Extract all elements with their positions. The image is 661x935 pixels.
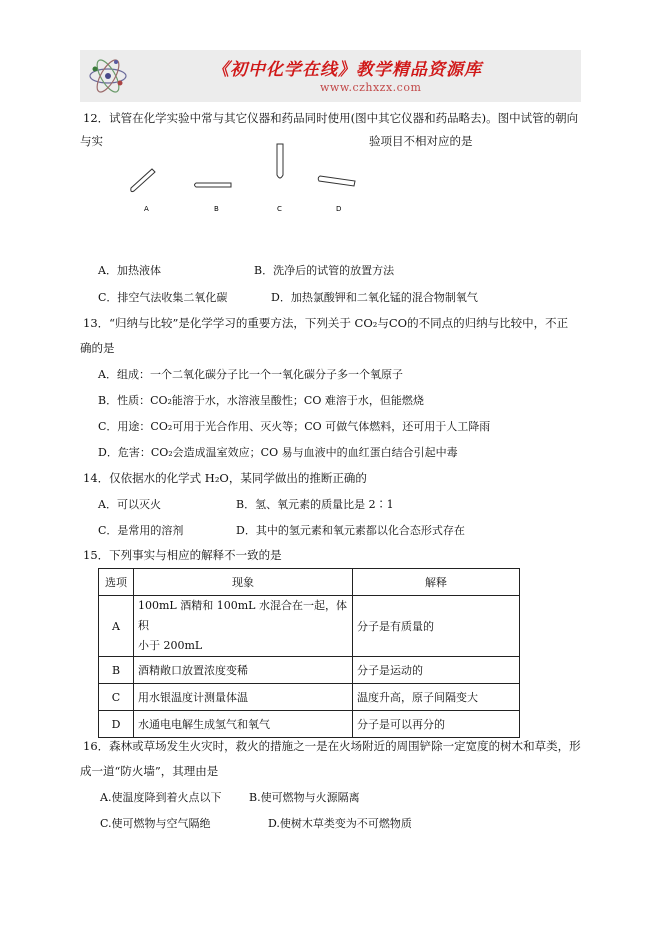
- q12-stem-line1: 12．试管在化学实验中常与其它仪器和药品同时使用(图中其它仪器和药品略去)。图中试管的朝向: [83, 111, 579, 125]
- fig-label-d: D: [336, 205, 342, 213]
- row-option: A: [99, 596, 134, 657]
- row-phenomenon-line1: 100mL 酒精和 100mL 水混合在一起，体积: [138, 599, 347, 632]
- row-phenomenon: 酒精敞口放置浓度变稀: [134, 657, 353, 684]
- q15-table: [98, 568, 520, 738]
- q15-stem: 15．下列事实与相应的解释不一致的是: [83, 548, 282, 562]
- q12-option-d: D．加热氯酸钾和二氧化锰的混合物制氧气: [271, 291, 478, 304]
- row-explanation: 分子是有质量的: [353, 596, 520, 657]
- molecule-logo-icon: [86, 54, 130, 98]
- header-banner: [80, 50, 581, 102]
- fig-label-a: A: [144, 205, 149, 213]
- q13-option-a: A．组成：一个二氧化碳分子比一个一氧化碳分子多一个氧原子: [98, 368, 403, 381]
- table-header-row: [99, 569, 520, 596]
- test-tube-figure: [117, 135, 367, 220]
- q12-option-a: A．加热液体: [98, 264, 161, 277]
- q12-stem-line2-start: 与实: [80, 134, 103, 148]
- q14-option-b: B．氢、氧元素的质量比是 2∶1: [236, 498, 394, 511]
- q14-option-c: C．是常用的溶剂: [98, 524, 184, 537]
- q12-option-b: B．洗净后的试管的放置方法: [254, 264, 395, 277]
- row-phenomenon: 用水银温度计测量体温: [134, 684, 353, 711]
- q16-option-b: B.使可燃物与火源隔离: [249, 791, 360, 804]
- q14-option-d: D．其中的氢元素和氧元素都以化合态形式存在: [236, 524, 465, 537]
- row-explanation: 温度升高，原子间隔变大: [353, 684, 520, 711]
- header-explanation: 解释: [353, 569, 520, 596]
- row-option: D: [99, 711, 134, 738]
- q13-stem-line2: 确的是: [80, 341, 115, 355]
- q13-stem-line1: 13．“归纳与比较”是化学学习的重要方法，下列关于 CO₂与CO的不同点的归纳与比较中，不正: [83, 316, 569, 330]
- q16-option-d: D.使树木草类变为不可燃物质: [268, 817, 412, 830]
- table-row: [99, 657, 520, 684]
- q16-stem-line2: 成一道“防火墙”，其理由是: [80, 764, 219, 778]
- tube-a: [131, 169, 155, 192]
- fig-label-b: B: [214, 205, 219, 213]
- table-row: [99, 711, 520, 738]
- row-option: B: [99, 657, 134, 684]
- tube-c: [277, 144, 283, 178]
- banner-url: www.czhxzx.com: [320, 81, 422, 94]
- q14-stem: 14．仅依据水的化学式 H₂O，某同学做出的推断正确的: [83, 471, 367, 485]
- row-phenomenon: 水通电电解生成氢气和氧气: [134, 711, 353, 738]
- tube-b: [195, 183, 232, 187]
- header-phenomenon: 现象: [134, 569, 353, 596]
- row-phenomenon: [134, 596, 353, 657]
- fig-label-c: C: [277, 205, 282, 213]
- row-explanation: 分子是运动的: [353, 657, 520, 684]
- row-phenomenon-line2: 小于 200mL: [138, 639, 203, 652]
- q13-option-d: D．危害：CO₂会造成温室效应；CO 易与血液中的血红蛋白结合引起中毒: [98, 446, 458, 459]
- table-row: [99, 596, 520, 657]
- header-option: 选项: [99, 569, 134, 596]
- q12-option-c: C．排空气法收集二氧化碳: [98, 291, 228, 304]
- q16-stem-line1: 16．森林或草场发生火灾时，救火的措施之一是在火场附近的周围铲除一定宽度的树木和草类，形: [83, 739, 581, 753]
- q16-option-c: C.使可燃物与空气隔绝: [100, 817, 211, 830]
- banner-title: 《初中化学在线》教学精品资源库: [212, 60, 482, 80]
- row-explanation: 分子是可以再分的: [353, 711, 520, 738]
- row-option: C: [99, 684, 134, 711]
- q16-option-a: A.使温度降到着火点以下: [100, 791, 222, 804]
- tube-d: [318, 176, 355, 186]
- q13-option-c: C．用途：CO₂可用于光合作用、灭火等；CO 可做气体燃料，还可用于人工降雨: [98, 420, 491, 433]
- q14-option-a: A．可以灭火: [98, 498, 161, 511]
- q12-stem-line2-end: 验项目不相对应的是: [369, 134, 473, 148]
- q13-option-b: B．性质：CO₂能溶于水，水溶液呈酸性；CO 难溶于水，但能燃烧: [98, 394, 424, 407]
- table-row: [99, 684, 520, 711]
